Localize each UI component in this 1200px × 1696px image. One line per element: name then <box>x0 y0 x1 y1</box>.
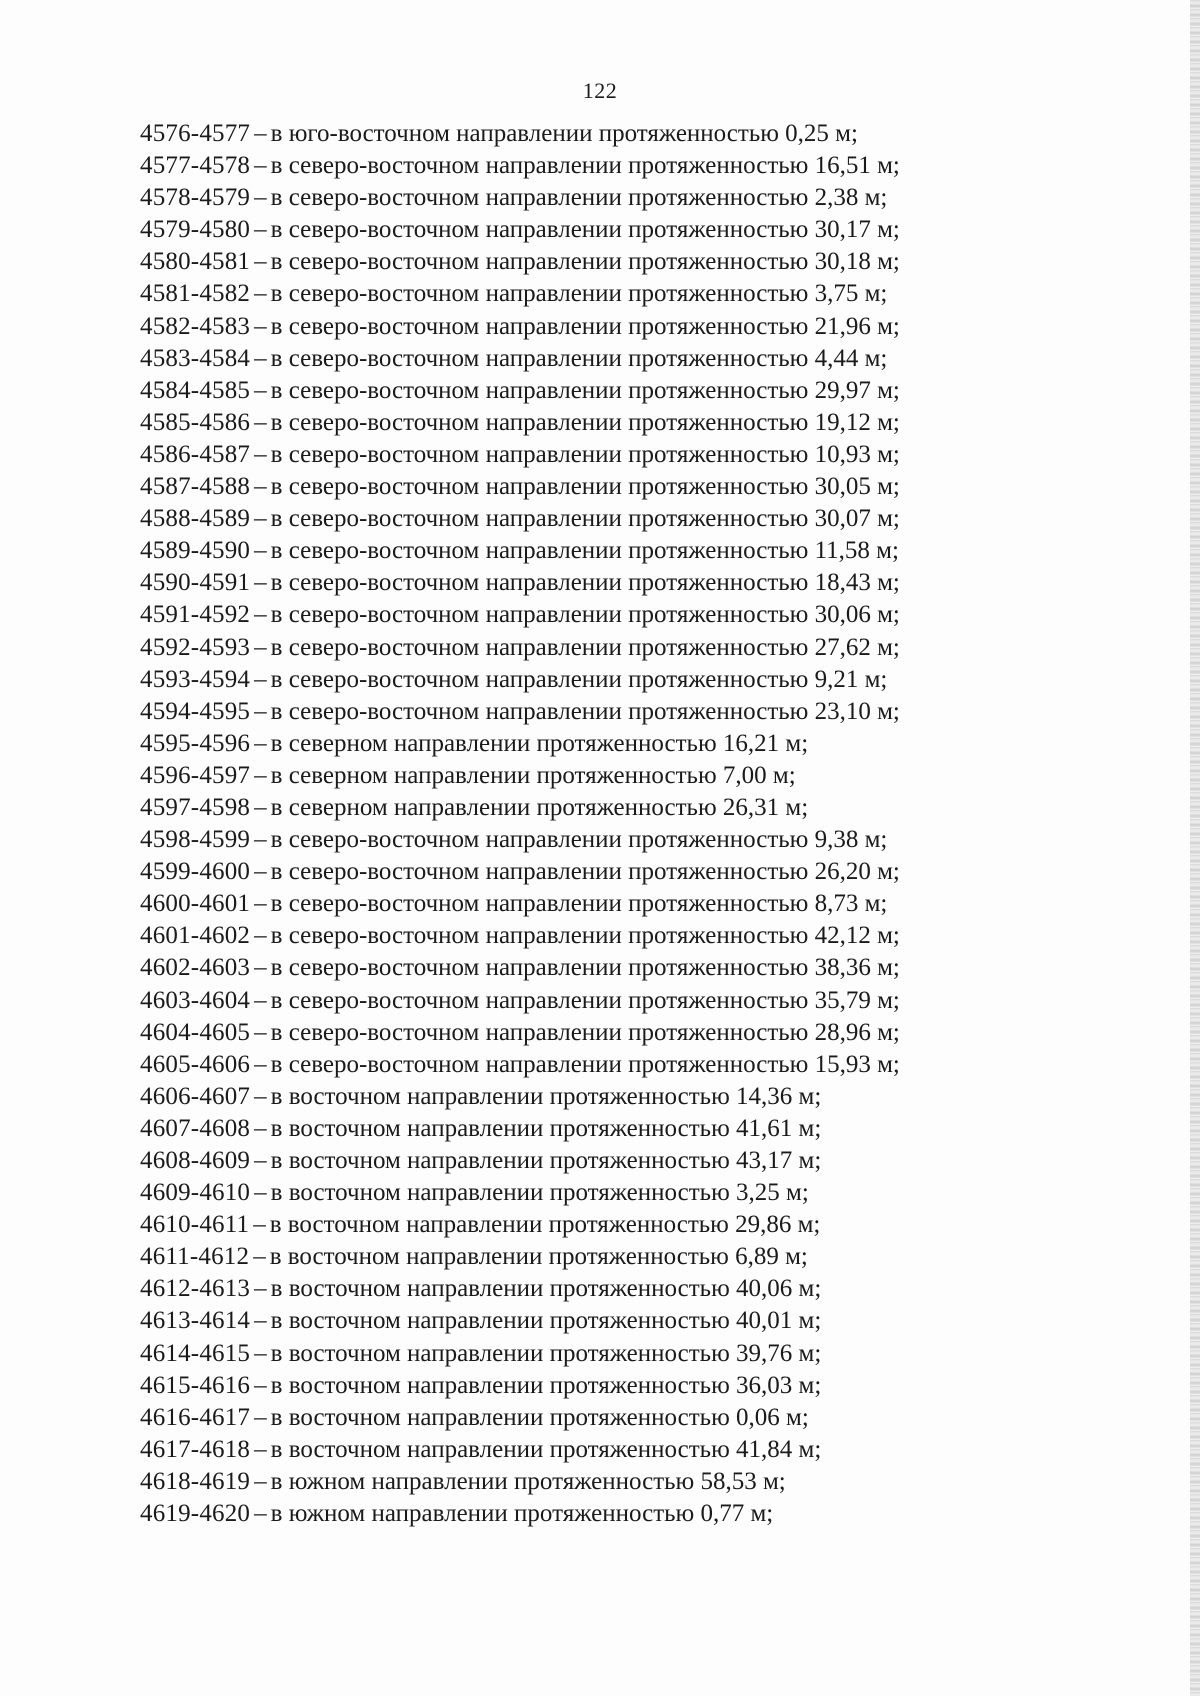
segment-points: 4598-4599 <box>140 826 251 854</box>
segment-description: в восточном направлении протяженностью 3,25 м; <box>270 1179 809 1207</box>
dash-separator: – <box>254 1018 267 1046</box>
dash-separator: – <box>254 408 267 436</box>
dash-separator: – <box>254 954 267 982</box>
segment-points: 4596-4597 <box>140 761 251 789</box>
segment-description: в северо-восточном направлении протяженностью 30,06 м; <box>270 601 900 629</box>
segment-description: в северо-восточном направлении протяженностью 26,20 м; <box>270 858 900 886</box>
dash-separator: – <box>254 826 267 854</box>
segment-points: 4582-4583 <box>140 312 251 340</box>
dash-separator: – <box>253 1243 266 1271</box>
segment-description: в восточном направлении протяженностью 41,84 м; <box>270 1435 822 1463</box>
dash-separator: – <box>254 152 267 180</box>
segment-description: в северо-восточном направлении протяженностью 16,51 м; <box>270 152 900 180</box>
dash-separator: – <box>254 120 267 147</box>
segment-points: 4612-4613 <box>140 1275 251 1303</box>
segment-points: 4608-4609 <box>140 1147 251 1174</box>
boundary-segment-entry <box>140 824 1080 856</box>
segment-description: в северо-восточном направлении протяженностью 15,93 м; <box>270 1050 900 1078</box>
segment-description: в северо-восточном направлении протяженностью 10,93 м; <box>270 440 900 468</box>
segment-description: в восточном направлении протяженностью 14,36 м; <box>270 1082 822 1110</box>
boundary-segment-entry <box>140 1113 1080 1145</box>
dash-separator: – <box>254 440 267 468</box>
segment-description: в северо-восточном направлении протяженностью 9,38 м; <box>270 826 888 854</box>
boundary-segment-entry <box>140 1209 1080 1241</box>
dash-separator: – <box>254 858 267 886</box>
segment-points: 4581-4582 <box>140 280 251 308</box>
segment-description: в северо-восточном направлении протяженностью 42,12 м; <box>270 922 900 950</box>
segment-points: 4588-4589 <box>140 505 251 533</box>
boundary-segment-entry <box>140 246 1080 278</box>
boundary-segment-entry <box>140 471 1080 503</box>
dash-separator: – <box>254 1403 267 1431</box>
segment-points: 4583-4584 <box>140 344 251 372</box>
dash-separator: – <box>254 1275 267 1303</box>
dash-separator: – <box>254 601 267 629</box>
segment-points: 4602-4603 <box>140 954 251 982</box>
dash-separator: – <box>253 1211 266 1239</box>
segment-points: 4595-4596 <box>140 729 251 757</box>
boundary-segment-entry <box>140 1370 1080 1402</box>
dash-separator: – <box>254 1179 267 1207</box>
dash-separator: – <box>254 922 267 950</box>
segment-points: 4591-4592 <box>140 601 251 629</box>
boundary-segment-entry <box>140 1081 1080 1113</box>
boundary-segment-entry <box>140 920 1080 952</box>
boundary-segment-entry <box>140 856 1080 888</box>
boundary-segment-entry <box>140 311 1080 343</box>
segment-points: 4585-4586 <box>140 408 251 436</box>
segment-description: в северо-восточном направлении протяженностью 23,10 м; <box>270 697 900 725</box>
dash-separator: – <box>254 761 267 789</box>
segment-description: в северном направлении протяженностью 26,31 м; <box>270 793 809 821</box>
segment-description: в северо-восточном направлении протяженностью 19,12 м; <box>270 408 900 436</box>
segment-description: в северо-восточном направлении протяженностью 18,43 м; <box>270 569 900 597</box>
segment-description: в южном направлении протяженностью 0,77 м; <box>270 1500 774 1528</box>
segment-points: 4597-4598 <box>140 793 251 821</box>
segment-points: 4616-4617 <box>140 1403 251 1431</box>
segment-points: 4614-4615 <box>140 1339 251 1367</box>
boundary-segment-entry <box>140 599 1080 631</box>
segment-points: 4576-4577 <box>140 120 251 147</box>
segment-points: 4589-4590 <box>140 537 251 565</box>
segment-points: 4618-4619 <box>140 1467 251 1495</box>
dash-separator: – <box>254 1114 267 1142</box>
boundary-segment-entry <box>140 1434 1080 1466</box>
boundary-segment-entry <box>140 1466 1080 1498</box>
segment-description: в восточном направлении протяженностью 43,17 м; <box>270 1147 822 1174</box>
segment-description: в восточном направлении протяженностью 39,76 м; <box>270 1339 822 1367</box>
segment-points: 4601-4602 <box>140 922 251 950</box>
dash-separator: – <box>254 1050 267 1078</box>
dash-separator: – <box>254 1500 267 1528</box>
boundary-segment-entry <box>140 1273 1080 1305</box>
segment-description: в северо-восточном направлении протяженностью 38,36 м; <box>270 954 900 982</box>
dash-separator: – <box>254 505 267 533</box>
dash-separator: – <box>254 1467 267 1495</box>
segment-points: 4586-4587 <box>140 440 251 468</box>
dash-separator: – <box>254 344 267 372</box>
boundary-segment-entry <box>140 214 1080 246</box>
boundary-segment-entry <box>140 439 1080 471</box>
segment-description: в юго-восточном направлении протяженностью 0,25 м; <box>270 120 858 147</box>
segment-description: в восточном направлении протяженностью 40,06 м; <box>270 1275 822 1303</box>
segment-description: в северо-восточном направлении протяженностью 4,44 м; <box>270 344 888 372</box>
boundary-segment-entry <box>140 375 1080 407</box>
segment-description: в северо-восточном направлении протяженностью 2,38 м; <box>270 184 888 212</box>
dash-separator: – <box>254 1082 267 1110</box>
segment-points: 4577-4578 <box>140 152 251 180</box>
dash-separator: – <box>254 890 267 918</box>
segment-description: в северо-восточном направлении протяженностью 30,07 м; <box>270 505 900 533</box>
boundary-segment-entry <box>140 728 1080 760</box>
segment-description: в восточном направлении протяженностью 41,61 м; <box>270 1114 822 1142</box>
segment-points: 4600-4601 <box>140 890 251 918</box>
segment-points: 4578-4579 <box>140 184 251 212</box>
segment-description: в северо-восточном направлении протяженностью 35,79 м; <box>270 986 900 1014</box>
segment-points: 4605-4606 <box>140 1050 251 1078</box>
boundary-segment-entry <box>140 1338 1080 1370</box>
dash-separator: – <box>254 184 267 212</box>
dash-separator: – <box>254 729 267 757</box>
dash-separator: – <box>254 793 267 821</box>
dash-separator: – <box>254 248 267 276</box>
boundary-segment-entry <box>140 535 1080 567</box>
segment-description: в северо-восточном направлении протяженностью 29,97 м; <box>270 376 900 404</box>
dash-separator: – <box>254 633 267 661</box>
dash-separator: – <box>254 1307 267 1335</box>
segment-description: в восточном направлении протяженностью 36,03 м; <box>270 1371 822 1399</box>
dash-separator: – <box>254 1147 267 1174</box>
segment-description: в северо-восточном направлении протяженностью 21,96 м; <box>270 312 900 340</box>
segment-points: 4619-4620 <box>140 1500 251 1528</box>
boundary-segment-entry <box>140 150 1080 182</box>
segment-points: 4590-4591 <box>140 569 251 597</box>
segment-points: 4584-4585 <box>140 376 251 404</box>
dash-separator: – <box>254 986 267 1014</box>
boundary-segment-entry <box>140 1241 1080 1273</box>
boundary-segment-entry <box>140 1498 1080 1530</box>
segment-description: в северо-восточном направлении протяженностью 11,58 м; <box>270 537 899 565</box>
dash-separator: – <box>254 216 267 244</box>
boundary-segment-entry <box>140 888 1080 920</box>
dash-separator: – <box>254 569 267 597</box>
segment-points: 4593-4594 <box>140 665 251 693</box>
segment-points: 4603-4604 <box>140 986 251 1014</box>
segment-points: 4594-4595 <box>140 697 251 725</box>
dash-separator: – <box>254 537 267 565</box>
segment-points: 4611-4612 <box>140 1243 250 1271</box>
boundary-segment-entry <box>140 407 1080 439</box>
boundary-segment-entry <box>140 792 1080 824</box>
dash-separator: – <box>254 1339 267 1367</box>
boundary-segment-entry <box>140 760 1080 792</box>
segment-description: в северо-восточном направлении протяженностью 9,21 м; <box>270 665 888 693</box>
boundary-segment-entry <box>140 567 1080 599</box>
boundary-segment-entry <box>140 952 1080 984</box>
dash-separator: – <box>254 280 267 308</box>
segment-points: 4617-4618 <box>140 1435 251 1463</box>
segment-description: в восточном направлении протяженностью 40,01 м; <box>270 1307 822 1335</box>
dash-separator: – <box>254 1435 267 1463</box>
segment-description: в южном направлении протяженностью 58,53 м; <box>270 1467 786 1495</box>
segment-description: в восточном направлении протяженностью 0,06 м; <box>270 1403 809 1431</box>
segment-description: в северо-восточном направлении протяженностью 28,96 м; <box>270 1018 900 1046</box>
page-number: 122 <box>582 78 618 103</box>
boundary-segment-entry <box>140 1177 1080 1209</box>
boundary-segment-entry <box>140 1305 1080 1337</box>
segment-points: 4604-4605 <box>140 1018 251 1046</box>
segment-description: в северном направлении протяженностью 7,00 м; <box>270 761 796 789</box>
boundary-segment-entry <box>140 632 1080 664</box>
segment-points: 4599-4600 <box>140 858 251 886</box>
segment-points: 4592-4593 <box>140 633 251 661</box>
dash-separator: – <box>254 1371 267 1399</box>
segment-points: 4587-4588 <box>140 473 251 501</box>
segment-description: в северо-восточном направлении протяженностью 3,75 м; <box>270 280 888 308</box>
boundary-segment-list <box>140 118 1080 1530</box>
boundary-segment-entry <box>140 664 1080 696</box>
segment-points: 4615-4616 <box>140 1371 251 1399</box>
dash-separator: – <box>254 665 267 693</box>
boundary-segment-entry <box>140 343 1080 375</box>
dash-separator: – <box>254 697 267 725</box>
segment-points: 4613-4614 <box>140 1307 251 1335</box>
segment-points: 4609-4610 <box>140 1179 251 1207</box>
segment-description: в северо-восточном направлении протяженностью 30,05 м; <box>270 473 900 501</box>
segment-description: в северо-восточном направлении протяженностью 27,62 м; <box>270 633 900 661</box>
boundary-segment-entry <box>140 503 1080 535</box>
segment-description: в северо-восточном направлении протяженностью 30,17 м; <box>270 216 900 244</box>
dash-separator: – <box>254 312 267 340</box>
boundary-segment-entry <box>140 1049 1080 1081</box>
boundary-segment-entry <box>140 1402 1080 1434</box>
boundary-segment-entry <box>140 278 1080 310</box>
segment-description: в северном направлении протяженностью 16,21 м; <box>270 729 809 757</box>
dash-separator: – <box>254 376 267 404</box>
boundary-segment-entry <box>140 696 1080 728</box>
segment-points: 4580-4581 <box>140 248 251 276</box>
segment-description: в северо-восточном направлении протяженностью 30,18 м; <box>270 248 900 276</box>
segment-points: 4606-4607 <box>140 1082 251 1110</box>
segment-description: в восточном направлении протяженностью 29,86 м; <box>269 1211 821 1239</box>
boundary-segment-entry <box>140 118 1080 150</box>
boundary-segment-entry <box>140 985 1080 1017</box>
boundary-segment-entry <box>140 182 1080 214</box>
dash-separator: – <box>254 473 267 501</box>
boundary-segment-entry <box>140 1145 1080 1177</box>
segment-points: 4579-4580 <box>140 216 251 244</box>
scan-edge <box>1190 0 1200 1696</box>
segment-points: 4610-4611 <box>140 1211 250 1239</box>
segment-points: 4607-4608 <box>140 1114 251 1142</box>
segment-description: в северо-восточном направлении протяженностью 8,73 м; <box>270 890 888 918</box>
boundary-segment-entry <box>140 1017 1080 1049</box>
segment-description: в восточном направлении протяженностью 6,89 м; <box>269 1243 808 1271</box>
